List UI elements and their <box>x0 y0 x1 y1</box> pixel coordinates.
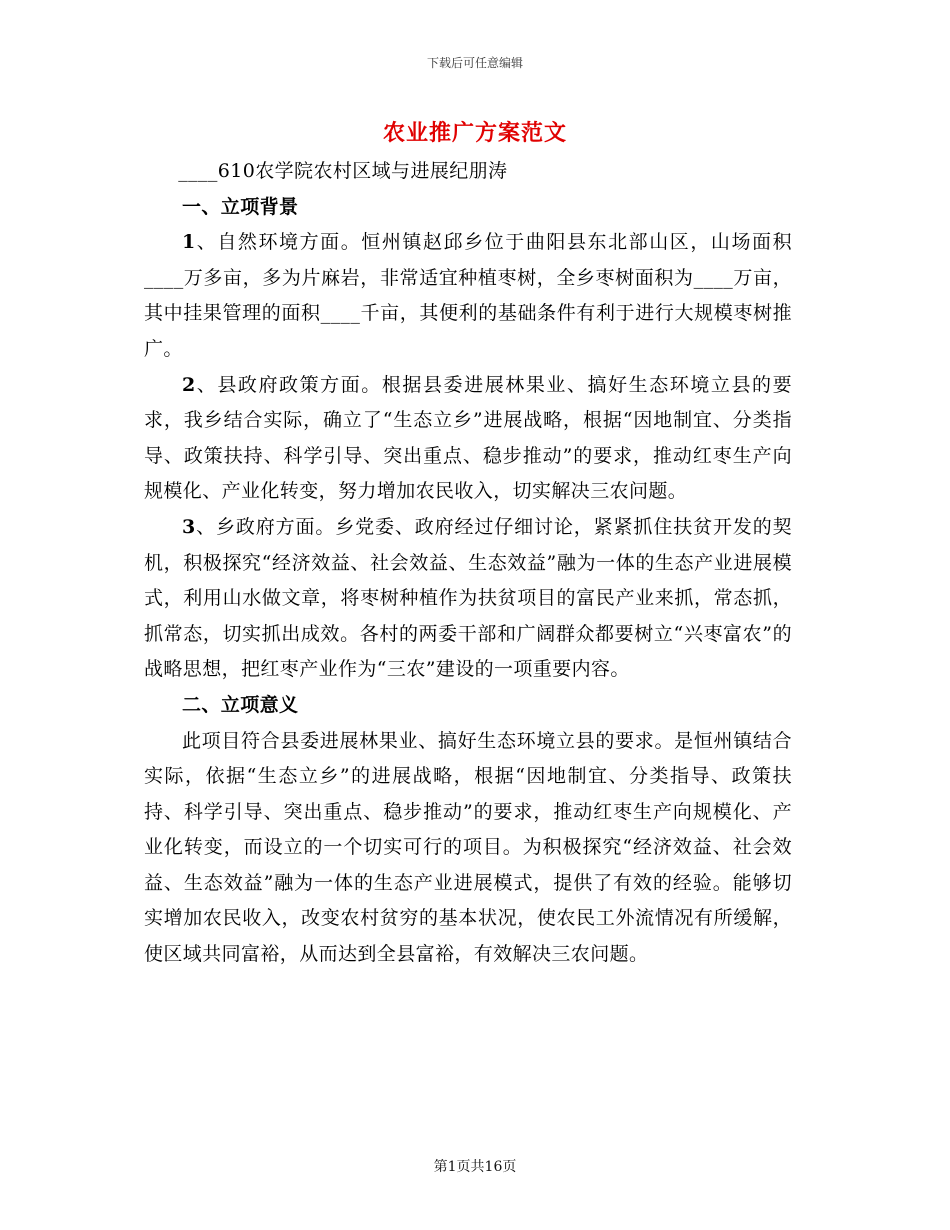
paragraph-number: 2 <box>182 373 196 396</box>
document-body <box>144 154 792 973</box>
paragraph-text: 此项目符合县委进展林果业、搞好生态环境立县的要求。是恒州镇结合实际，依据“生态立乡”的进展战略，根据“因地制宜、分类指导、政策扶持、科学引导、突出重点、稳步推动”的要求，推动红枣生产向规模化、产业化转变，而设立的一个切实可行的项目。为积极探究“经济效益、社会效益、生态效益”融为一体的生态产业进展模式，提供了有效的经验。能够切实增加农民收入，改变农村贫穷的基本状况，使农民工外流情况有所缓解，使区域共同富裕，从而达到全县富裕，有效解决三农问题。 <box>144 729 792 966</box>
paragraph-number: 3 <box>182 515 196 538</box>
paragraph-county-policy <box>144 368 792 510</box>
paragraph-significance <box>144 724 792 973</box>
paragraph-text: 、乡政府方面。乡党委、政府经过仔细讨论，紧紧抓住扶贫开发的契机，积极探究“经济效益、社会效益、生态效益”融为一体的生态产业进展模式，利用山水做文章，将枣树种植作为扶贫项目的富民产业来抓，常态抓，抓常态，切实抓出成效。各村的两委干部和广阔群众都要树立“兴枣富农”的战略思想，把红枣产业作为“三农”建设的一项重要内容。 <box>144 515 792 681</box>
paragraph-natural-environment <box>144 225 792 367</box>
section-heading-significance: 二、立项意义 <box>182 693 299 716</box>
paragraph-text: 、县政府政策方面。根据县委进展林果业、搞好生态环境立县的要求，我乡结合实际，确立了“生态立乡”进展战略，根据“因地制宜、分类指导、政策扶持、科学引导、突出重点、稳步推动”的要求，推动红枣生产向规模化、产业化转变，努力增加农民收入，切实解决三农问题。 <box>144 373 792 503</box>
header-note: 下载后可任意编辑 <box>426 56 523 70</box>
paragraph-number: 1 <box>182 231 196 254</box>
page-footer: 第1页共16页 <box>433 1159 517 1175</box>
document-title: 农业推广方案范文 <box>382 120 567 146</box>
author-line: ____610农学院农村区域与进展纪朋涛 <box>178 160 508 182</box>
section-heading-background: 一、立项背景 <box>182 195 299 218</box>
paragraph-township-government <box>144 510 792 688</box>
paragraph-text: 、自然环境方面。恒州镇赵邱乡位于曲阳县东北部山区，山场面积____万多亩，多为片麻岩，非常适宜种植枣树，全乡枣树面积为____万亩，其中挂果管理的面积____千亩，其便利的基础条件有利于进行大规模枣树推广。 <box>144 231 792 360</box>
